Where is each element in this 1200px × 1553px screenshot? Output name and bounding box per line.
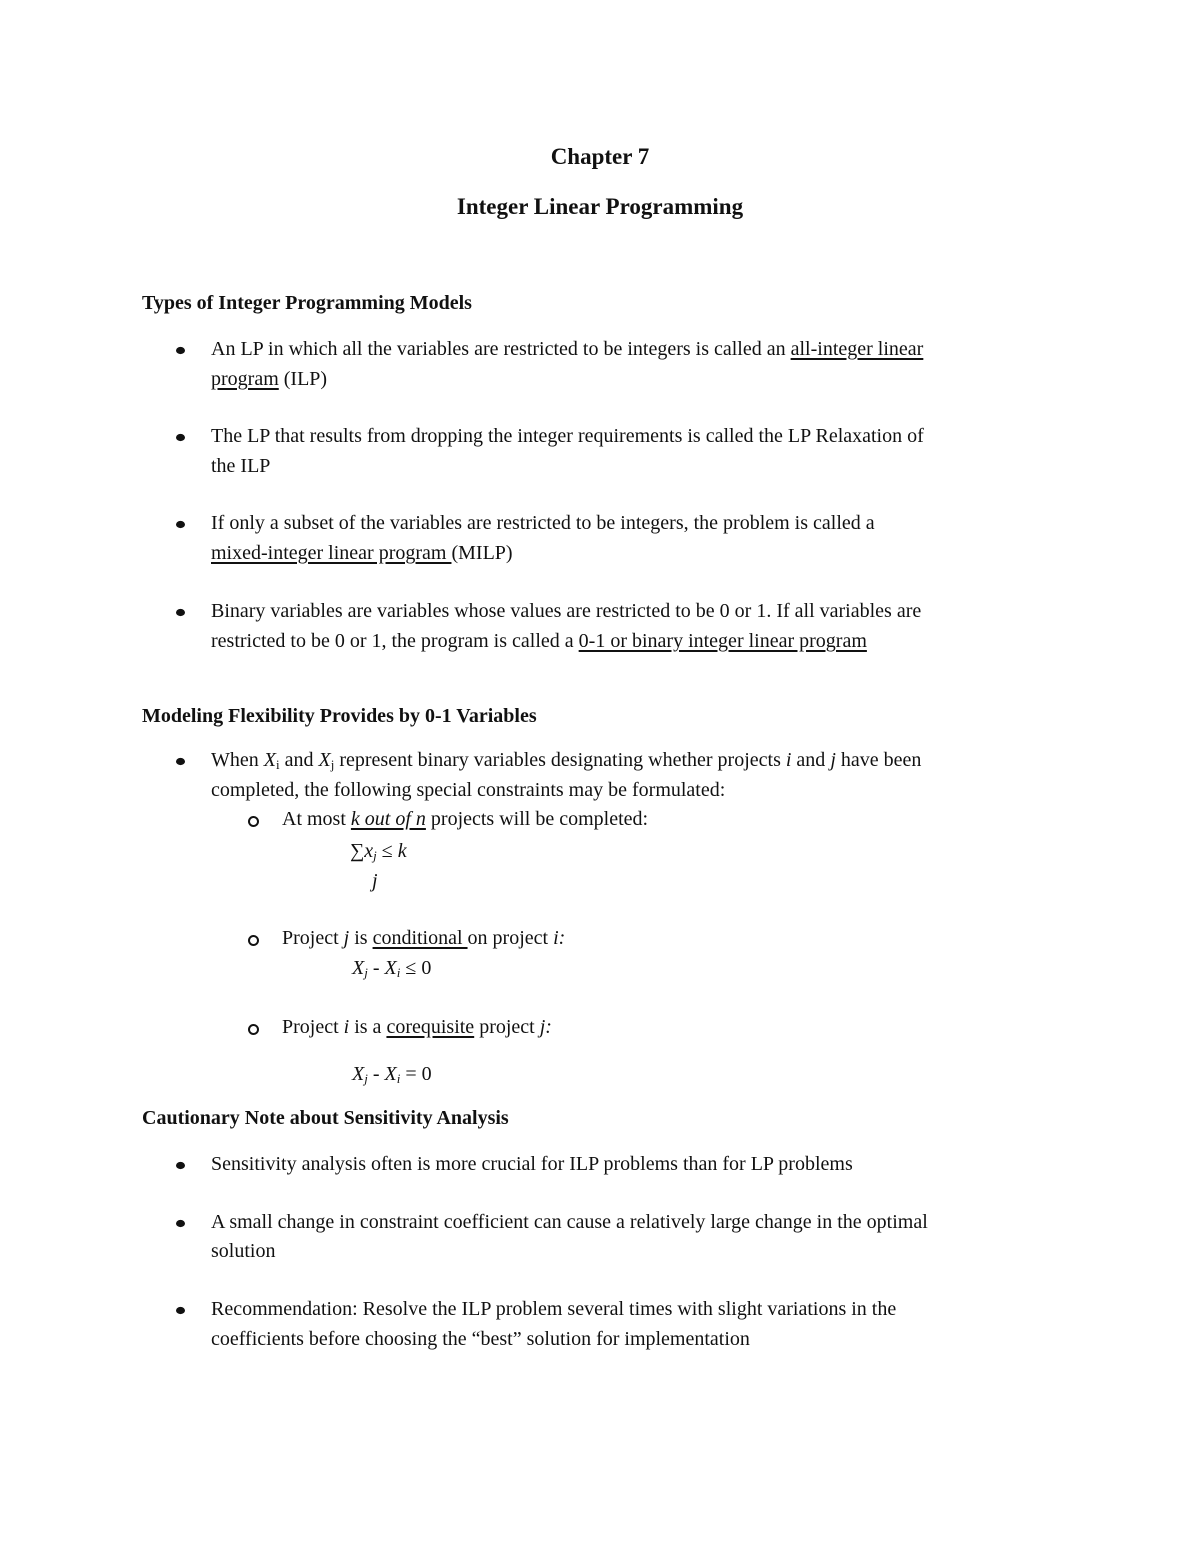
- bullet-ilp-line2: [211, 368, 327, 391]
- text: An LP in which all the variables are restricted to be integers is called an: [211, 338, 791, 360]
- term-all-integer: all-integer linear: [790, 338, 924, 360]
- bullet-recommendation-line1: Recommendation: Resolve the ILP problem several times with slight variations in the: [211, 1298, 897, 1320]
- bullet-recommendation-line2: coefficients before choosing the “best” solution for implementation: [211, 1328, 750, 1350]
- bullet-icon: [176, 347, 185, 354]
- bullet-milp-line2: [211, 542, 513, 565]
- term-program: program: [211, 368, 279, 390]
- section-heading-sensitivity: Cautionary Note about Sensitivity Analysis: [142, 1107, 509, 1129]
- bullet-icon: [176, 1162, 185, 1169]
- sub-bullet-conditional: Project j is conditional on project i:: [282, 927, 566, 949]
- bullet-binary-line2: [211, 630, 867, 653]
- sub-bullet-icon: [248, 816, 259, 827]
- bullet-icon: [176, 434, 185, 441]
- formula-corequisite: $X_j - X_i = 0$: [352, 1063, 432, 1086]
- bullet-relaxation-line2: the ILP: [211, 455, 271, 477]
- bullet-projects-line2: completed, the following special constraints may be formulated:: [211, 779, 726, 801]
- text: (MILP): [451, 542, 513, 564]
- bullet-sensitivity: Sensitivity analysis often is more crucial for ILP problems than for LP problems: [211, 1153, 853, 1175]
- chapter-number: Chapter 7: [550, 144, 650, 169]
- formula-conditional: $X_j - X_i \le 0$: [352, 957, 432, 980]
- sub-bullet-icon: [248, 1024, 259, 1035]
- bullet-icon: [176, 758, 185, 765]
- sub-bullet-corequisite: Project i is a corequisite project j:: [282, 1016, 552, 1038]
- bullet-relaxation-line1: The LP that results from dropping the integer requirements is called the LP Relaxation of: [211, 425, 924, 447]
- term-milp: mixed-integer linear program: [211, 542, 452, 564]
- bullet-small-change-line1: A small change in constraint coefficient can cause a relatively large change in the optimal: [211, 1211, 928, 1233]
- bullet-icon: [176, 609, 185, 616]
- bullet-projects-line1: When $X_i$ and $X_j$ represent binary variables designating whether projects i and j have been: [211, 749, 922, 772]
- text: restricted to be 0 or 1, the program is called a: [211, 630, 579, 652]
- sub-bullet-at-most: At most k out of n projects will be completed:: [282, 808, 649, 830]
- formula-sum-index: j: [372, 870, 378, 892]
- bullet-icon: [176, 1220, 185, 1227]
- bullet-milp-line1: If only a subset of the variables are restricted to be integers, the problem is called a: [211, 512, 875, 534]
- section-heading-types: Types of Integer Programming Models: [142, 292, 472, 314]
- text: (ILP): [278, 368, 328, 390]
- term-binary-ilp: 0-1 or binary integer linear program: [578, 630, 867, 652]
- bullet-icon: [176, 1307, 185, 1314]
- section-heading-modeling: Modeling Flexibility Provides by 0-1 Variables: [142, 705, 537, 727]
- bullet-icon: [176, 521, 185, 528]
- bullet-binary-line1: Binary variables are variables whose values are restricted to be 0 or 1. If all variables are: [211, 600, 922, 622]
- chapter-title: Integer Linear Programming: [456, 194, 744, 219]
- formula-sum: $\sum x_j \le k$: [350, 840, 407, 863]
- sub-bullet-icon: [248, 935, 259, 946]
- bullet-ilp-line1: [211, 338, 923, 361]
- bullet-small-change-line2: solution: [211, 1240, 276, 1262]
